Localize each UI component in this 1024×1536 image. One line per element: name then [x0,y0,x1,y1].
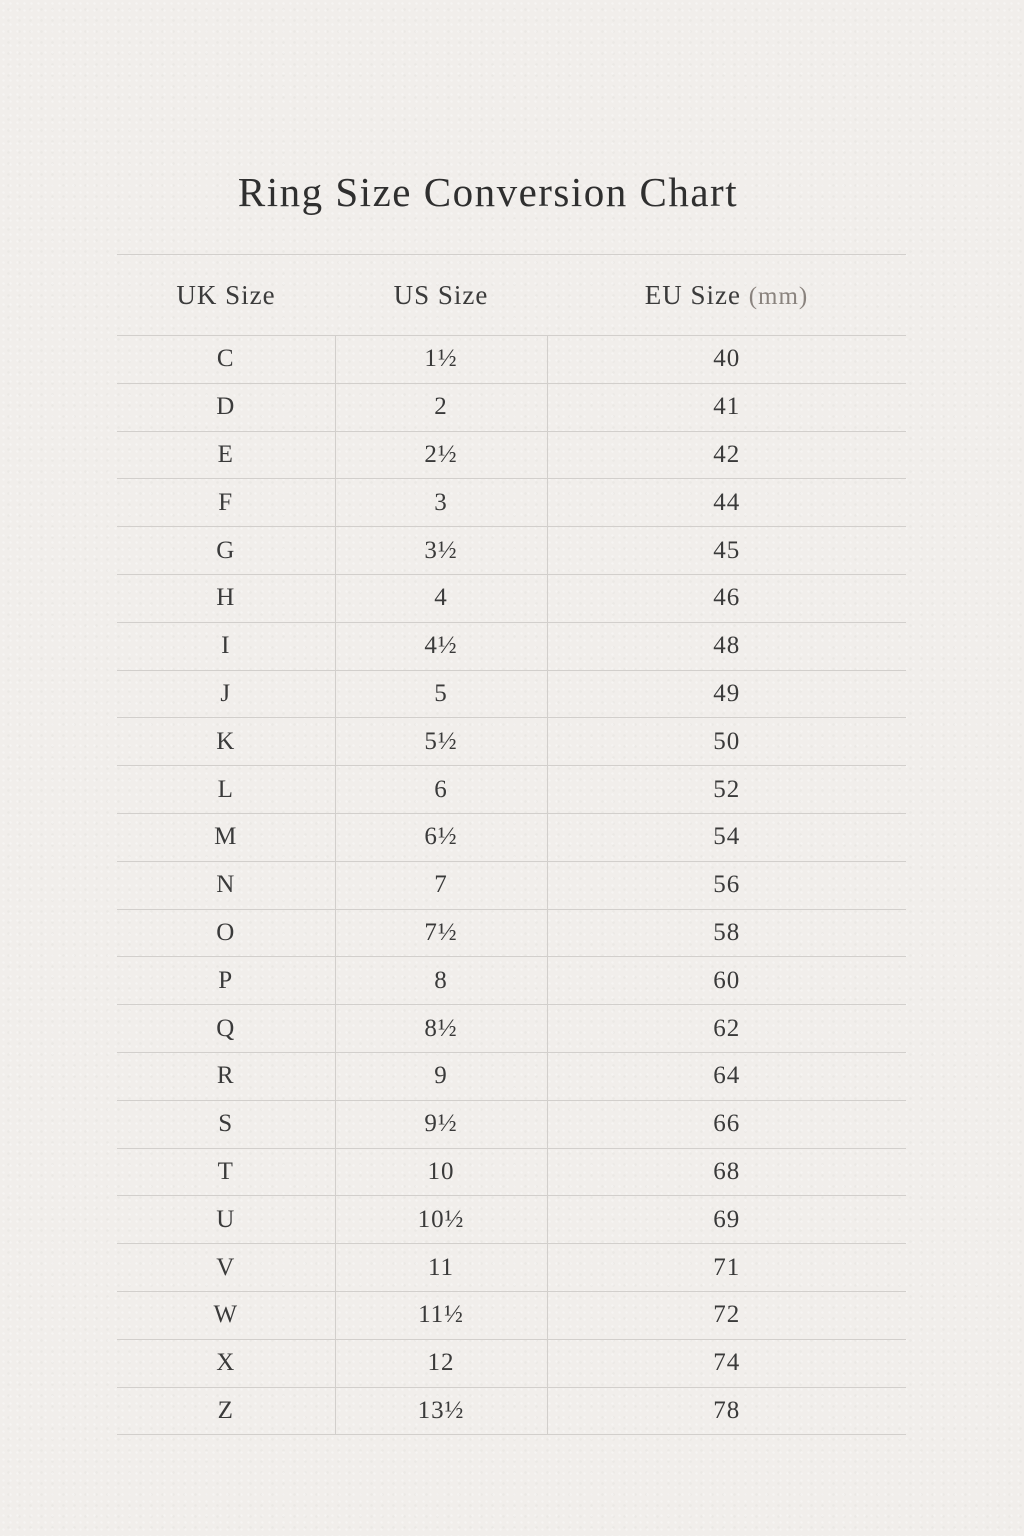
uk-size-cell: K [117,718,335,766]
table-row [117,1052,906,1100]
table-row [117,718,906,766]
uk-size-cell: D [117,383,335,431]
eu-size-cell: 44 [547,479,906,527]
header-uk-size-label: UK Size [176,279,276,310]
us-size-cell: 4 [335,574,547,622]
header-uk-size [117,255,335,336]
us-size-cell: 6 [335,766,547,814]
eu-size-cell: 60 [547,957,906,1005]
us-size-cell: 10½ [335,1196,547,1244]
us-size-cell: 5 [335,670,547,718]
eu-size-cell: 42 [547,431,906,479]
us-size-cell: 8½ [335,1005,547,1053]
header-eu-size [547,255,906,336]
us-size-cell: 12 [335,1339,547,1387]
uk-size-cell: H [117,574,335,622]
us-size-cell: 6½ [335,813,547,861]
uk-size-cell: U [117,1196,335,1244]
ring-size-table [117,254,906,1435]
table-row [117,1196,906,1244]
eu-size-cell: 66 [547,1100,906,1148]
uk-size-cell: O [117,909,335,957]
uk-size-cell: M [117,813,335,861]
header-us-size-label: US Size [393,279,489,310]
eu-size-cell: 69 [547,1196,906,1244]
eu-size-cell: 72 [547,1291,906,1339]
uk-size-cell: J [117,670,335,718]
eu-size-cell: 54 [547,813,906,861]
eu-size-cell: 64 [547,1052,906,1100]
uk-size-cell: Z [117,1387,335,1435]
table-row [117,431,906,479]
us-size-cell: 10 [335,1148,547,1196]
us-size-cell: 9½ [335,1100,547,1148]
eu-size-cell: 50 [547,718,906,766]
page-title: Ring Size Conversion Chart [237,169,739,215]
us-size-cell: 7 [335,861,547,909]
header-us-size [335,255,547,336]
table-row [117,861,906,909]
us-size-cell: 5½ [335,718,547,766]
eu-size-cell: 41 [547,383,906,431]
us-size-cell: 11 [335,1244,547,1292]
table-row [117,336,906,384]
header-row [117,255,906,336]
table-row [117,1339,906,1387]
uk-size-cell: N [117,861,335,909]
table-row [117,1387,906,1435]
us-size-cell: 9 [335,1052,547,1100]
ring-size-table-container [117,254,906,1435]
us-size-cell: 4½ [335,622,547,670]
table-row [117,766,906,814]
eu-size-cell: 62 [547,1005,906,1053]
uk-size-cell: S [117,1100,335,1148]
uk-size-cell: T [117,1148,335,1196]
table-row [117,909,906,957]
eu-size-cell: 56 [547,861,906,909]
table-row [117,1005,906,1053]
uk-size-cell: R [117,1052,335,1100]
us-size-cell: 3 [335,479,547,527]
eu-size-cell: 46 [547,574,906,622]
uk-size-cell: X [117,1339,335,1387]
eu-size-cell: 78 [547,1387,906,1435]
header-eu-size-label: EU Size [644,279,741,310]
eu-size-cell: 74 [547,1339,906,1387]
table-row [117,957,906,1005]
us-size-cell: 13½ [335,1387,547,1435]
table-body [117,336,906,1435]
uk-size-cell: I [117,622,335,670]
table-header [117,255,906,336]
eu-size-cell: 49 [547,670,906,718]
uk-size-cell: W [117,1291,335,1339]
table-row [117,527,906,575]
eu-size-cell: 40 [547,336,906,384]
us-size-cell: 7½ [335,909,547,957]
us-size-cell: 3½ [335,527,547,575]
uk-size-cell: E [117,431,335,479]
uk-size-cell: V [117,1244,335,1292]
us-size-cell: 1½ [335,336,547,384]
table-row [117,479,906,527]
us-size-cell: 8 [335,957,547,1005]
us-size-cell: 2 [335,383,547,431]
us-size-cell: 2½ [335,431,547,479]
eu-size-cell: 58 [547,909,906,957]
table-row [117,1100,906,1148]
table-row [117,622,906,670]
table-row [117,383,906,431]
table-row [117,1244,906,1292]
eu-size-cell: 71 [547,1244,906,1292]
eu-size-cell: 52 [547,766,906,814]
uk-size-cell: F [117,479,335,527]
uk-size-cell: C [117,336,335,384]
table-row [117,813,906,861]
uk-size-cell: G [117,527,335,575]
eu-size-cell: 45 [547,527,906,575]
header-eu-unit: (mm) [748,282,809,310]
uk-size-cell: Q [117,1005,335,1053]
table-row [117,670,906,718]
table-row [117,1291,906,1339]
eu-size-cell: 48 [547,622,906,670]
table-row [117,1148,906,1196]
table-row [117,574,906,622]
uk-size-cell: L [117,766,335,814]
uk-size-cell: P [117,957,335,1005]
eu-size-cell: 68 [547,1148,906,1196]
us-size-cell: 11½ [335,1291,547,1339]
